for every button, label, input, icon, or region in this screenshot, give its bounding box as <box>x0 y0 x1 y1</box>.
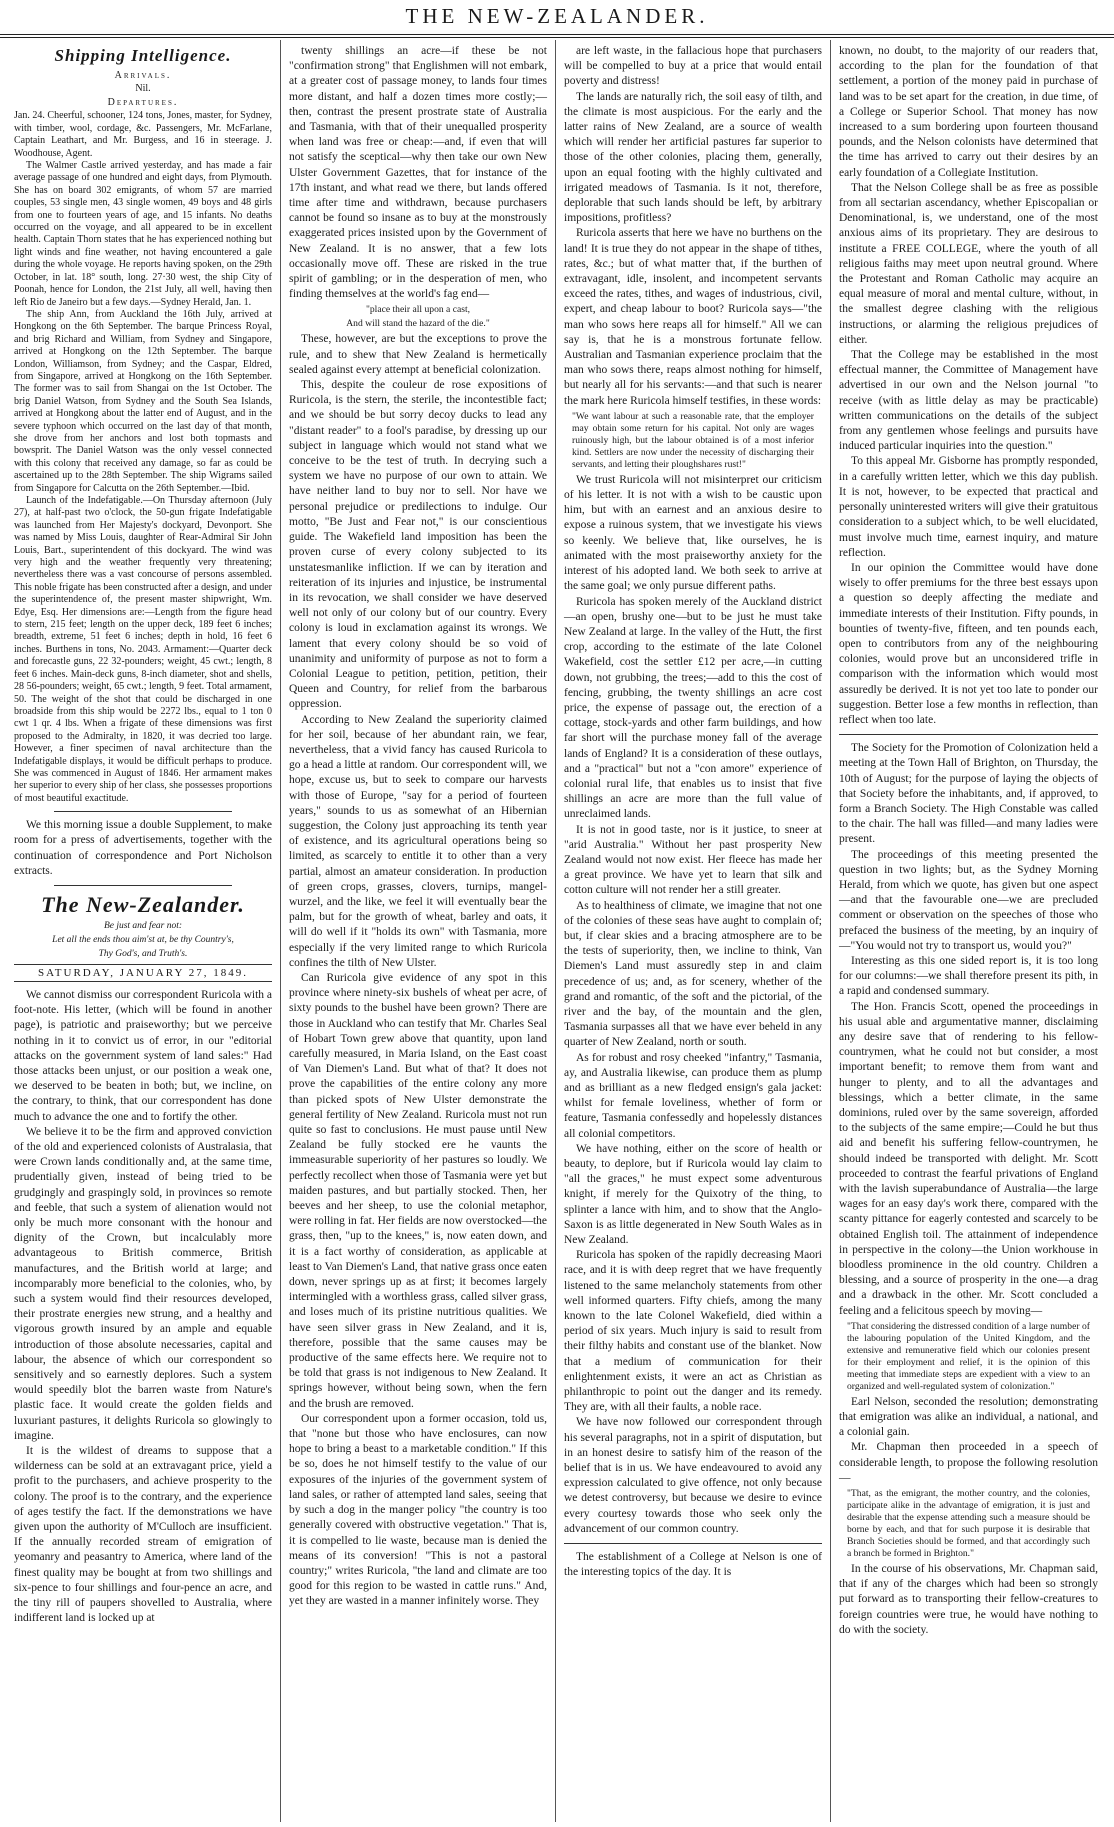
editorial-paragraph: Ruricola asserts that here we have no burthens on the land! It is true they do not appear in the shape of tithes, rates, &c.; but of what matter that, if the burthen of extravagant, idle, insolent, and incompetent servants exceed the rates, tithes, and wages of industrious, civil, expert, and cheap labour to boot? Ruricola says—"the man who sows here reaps all for himself." All we can say is, that he is a monstrous fortunate fellow. Australian and Tasmanian experience proclaim that the man who sows there, reaps almost nothing for himself, but nearly all for his servants:—and that such is nearer the mark here Ruricola himself testifies, in these words: <box>564 227 822 407</box>
verse-line: And will stand the hazard of the die." <box>346 318 490 330</box>
society-paragraph: The Society for the Promotion of Colonization held a meeting at the Town Hall of Brighton, on Thursday, the 10th of August; for the purpose of laying the objects of that Society before the inhabitants, and, if approved, to form a Branch Society. The High Constable was called to the chair. The hall was filled—and many ladies were present. <box>839 742 1098 846</box>
editorial-paragraph: We believe it to be the firm and approved conviction of the old and experienced colonists of Australasia, that were Crown lands conditionally and, at the same time, prudentially given, instead of being tried to be grudgingly and graspingly sold, in provinces so remote and feeble, that such a system of alienation would not only be much more consonant with the honour and dignity of the Crown, but incalculably more advantageous to British commerce, British manufactures, and the British world at large; and incomparably more beneficial to the colonies, who, by such a system would find their resources developed, their prostrate energies new strung, and a healthy and vigorous growth insured by an ample and equable introduction of those absolute necessaries, capital and labour, the absence of which our correspondent so sensitively and so earnestly deplores. Such a system would speedily blot the barren waste from Nature's plastic face. It would create the golden fields and luxuriant pastures, it delights Ruricola so glowingly to imagine. <box>14 1125 272 1442</box>
editorial-paragraph: We have nothing, either on the score of health or beauty, to deplore, but if Ruricola would lay claim to "all the graces," he must expect some adventurous knight, if merely for the Quixotry of the thing, to splinter a lance with him, and to show that the Anglo-Saxon is as little degenerated in New South Wales as in New Zealand. <box>564 1142 822 1247</box>
society-paragraph: Mr. Chapman then proceeded in a speech of considerable length, to propose the following resolution— <box>839 1441 1098 1484</box>
editorial-paragraph: These, however, are but the exceptions to prove the rule, and to shew that New Zealand is hermetically sealed against every attempt at beneficial colonization. <box>289 333 547 376</box>
section-divider <box>839 734 1098 735</box>
editorial-paragraph: The lands are naturally rich, the soil easy of tilth, and the climate is most auspicious. For the early and the latter rains of New Zealand, are a source of wealth which will render her artificial pastures far superior to those of the other colonies, placing them, generally, upon an equal footing with the highly cultivated and irrigated meadows of Tasmania. Is it not, therefore, deplorable that such lands should be left, by arbitrary impositions, profitless? <box>564 90 822 225</box>
masthead-rule <box>0 34 1114 35</box>
shipping-report-3: Launch of the Indefatigable.—On Thursday afternoon (July 27), at half-past two o'clock, the 50-gun frigate Indefatigable was launched from Her Majesty's dockyard, Devonport. She was named by Miss Louis, daughter of Rear-Admiral Sir John Louis, Bart., superintendent of this dockyard. The wind was very high and the weather frequently very threatening; nevertheless there was a vast concourse of persons assembled. This noble frigate has been constructed after a design, and under the superintendence of, the present master shipwright, Wm. Edye, Esq. Her dimensions are:—Length from the figure head to stern, 215 feet; length on the upper deck, 189 feet 6 inches; breadth, extreme, 51 feet 6 inches; depth in hold, 16 feet 6 inches. Burthens in tons, No. 2043. Armament:—Quarter deck and forecastle guns, 22 32-pounders; weight, 45 cwt.; length, 8 feet 6 inches. Main-deck guns, 8-inch diameter, shot and shells, 28 56-pounders; weight, 65 cwt.; length, 9 feet. Total armament, 50. The weight of the shot that could be discharged in one broadside from this ship would be 2272 lbs., equal to 1 ton 0 cwt 1 qr. 4 lbs. When a frigate of these dimensions was first proposed to the Admiralty, in 1820, it was decried too large. However, a finer specimen of naval architecture than the Indefatigable displays, it would be difficult perhaps to produce. She was commenced in August of 1846. Her armament makes her superior to every ship of her class, she possesses proportions of most beautiful exactitude. <box>14 495 273 804</box>
verse-line: "place their all upon a cast, <box>365 304 471 316</box>
resolution-quote: "That, as the emigrant, the mother country, and the colonies, participate alike in the advantage of emigration, it is just and desirable that the expense attending such a measure should be borne by each, and that for such purpose it is desirable that Branch Societies should be formed, and that accordingly such a branch be formed in Brighton." <box>847 1488 1090 1560</box>
motto-line-2: Let all the ends thou aim'st at, be thy Country's, <box>52 934 234 945</box>
dateline: SATURDAY, JANUARY 27, 1849. <box>14 964 272 982</box>
society-paragraph: In the course of his observations, Mr. Chapman said, that if any of the charges which had been so strongly put forward as to transporting their fellow-creatures to foreign countries were true, he would have nothing to do with the society. <box>839 1563 1098 1636</box>
college-paragraph: That the College may be established in the most effectual manner, the Committee of Management have advertised in our own and the Nelson journal "to receive (with as little delay as may be practicable) written communications on the details of the subject from any gentlemen whose feelings and pursuits have induced particular inquiries into the question." <box>839 349 1098 453</box>
departure-entry: Jan. 24. Cheerful, schooner, 124 tons, Jones, master, for Sydney, with timber, wool, cordage, &c. Passengers, Mr. McFarlane, Captain Leathart, and Mr. Burgess, and 16 in steerage. J. Woodhouse, Agent. <box>14 110 272 159</box>
editorial-paragraph: As for robust and rosy cheeked "infantry," Tasmania, ay, and Australia likewise, can produce them as plump and as brilliant as a new fledged ensign's gala jacket: whilst for female loveliness, whether of form or feature, Tasmania confessedly and hopelessly distances all colonial competitors. <box>564 1051 822 1140</box>
editorial-paragraph: Ruricola has spoken of the rapidly decreasing Maori race, and it is with deep regret that we have frequently listened to the same melancholy statements from other well informed quarters. Fifty chiefs, among the many known to the late Colonel Wakefield, died within a period of six years. Much injury is said to result from their filthy habits and constant use of the blanket. Now that a medium of communication for their enlightenment exists, it were an act as Christian as philanthropic to point out the danger and its remedy. They are, with all their faults, a noble race. <box>564 1249 822 1414</box>
column-2 <box>281 40 556 1822</box>
editorial-paragraph: It is the wildest of dreams to suppose that a wilderness can be sold at an extravagant price, yield a profit to the purchasers, and achieve prosperity to the colony. The proof is to the contrary, and the experience of ages testify the fact. If the demonstrations we have given upon the authority of M'Culloch are insufficient. If the annually recorded stream of emigration of yeomanry and peasantry to America, where land of the finest quality may be bought at from two shillings and six-pence to four shillings and four-pence an acre, and the tiny rill of paupers shovelled to Australia, where indifferent land is locked up at <box>14 1445 272 1625</box>
editorial-paragraph: According to New Zealand the superiority claimed for her soil, because of her abundant rain, we fear, nevertheless, that a vivid fancy has caused Ruricola to go a head a little at random. Our correspondent will, we hope, excuse us, but to seek to compare our harvests with those of Europe, "say for a period of fourteen years," sounds to us as somewhat of an Hibernian suggestion, the Colony just approaching its tenth year of existence, and its agricultural operations being so limited, as scarcely to entitle it to other than a very partial, almost an amateur consideration. In production of green crops, grasses, clovers, turnips, mangel-wurzel, and the like, we feel it will eventually bear the palm, but for the growth of wheat, barley and oats, it will do well if it "holds its own" with Tasmania, more especially if the very limited range to which Ruricola confines the tilth of New Ulster. <box>289 713 547 969</box>
paper-nameplate: The New-Zealander. <box>41 891 245 917</box>
society-paragraph: The Hon. Francis Scott, opened the proceedings in his usual able and argumentative manner, disclaiming any desire save that of rendering to his fellow-countrymen, what he could not but consider, a most important benefit; to remove them from want and hunger to plenty, and to all the advantages and blessings, which a better climate, in the same dominions, ruled over by the same sovereign, afforded to the subjects of the same empire;—Could he but thus aid and benefit his suffering fellow-countrymen, he should indeed be transported with delight. Mr. Scott proceeded to contrast the fearful privations of England with the lavish superabundance of Australia—the large wages for an easy day's work there, compared with the scanty pittance for eagerly contested and scarcely to be obtained English toil. The attainment of independence in perspective in the colony—the Union workhouse in bloodless prominence in the old country. Children a blessing, and a source of prosperity in the one—a drag and a drawback in the other. Mr. Scott concluded a feeling and a felicitous speech by moving— <box>839 1000 1098 1317</box>
arrivals-heading: Arrivals. <box>114 70 172 81</box>
editorial-quote: "We want labour at such a reasonable rate, that the employer may obtain some return for his capital. Not only are wages ruinously high, but the labour obtained is of a most inferior kind. Settlers are now under the necessity of discharging their servants, and letting their ploughshares rust!" <box>572 410 814 470</box>
column-3 <box>556 40 831 1822</box>
arrivals-body: Nil. <box>135 83 151 94</box>
section-divider <box>564 1543 822 1544</box>
departures-heading: Departures. <box>107 97 179 109</box>
editorial-paragraph: Our correspondent upon a former occasion, told us, that "none but those who have enclosures, can now hope to bring a beast to a marketable condition." If this be so, does he not himself testify to the value of our exposures of the injuries of the government system of land sales, or rather of attempted land sales, seeing that by such a dog in the manger policy "the country is too generally covered with obstructive vegetation." That is, it is compelled to lie waste, because man is denied the means of its conversion! "This is not a pastoral country;" writes Ruricola, "the land and climate are too good for this region to be wasted in cattle runs." And, yet they are wasted in a manner infinitely worse. They <box>289 1412 547 1608</box>
college-paragraph: The establishment of a College at Nelson is one of the interesting topics of the day. It is <box>564 1551 822 1579</box>
editorial-paragraph: Can Ruricola give evidence of any spot in this province where ninety-six bushels of wheat per acre, of sixty pounds to the bushel have been grown? There are those in Auckland who can testify that Mr. Charles Seal of Hobart Town grew above that quantity, upon land carefully measured, in Maria Island, on the East coast of Van Diemen's Land. But what of that? It does not prove the capabilities of the entire colony any more than picked spots of New Ulster demonstrate the general fertility of New Zealand. Ruricola must not run quite so fast to conclusions. He must pause until New Zealand be fully stocked ere he vaunts the immeasurable superiority of her pastures so loudly. We perfectly recollect when those of Tasmania were yet but maiden pastures, and but partially stocked. Then, her beeves and her sheep, to use the colonial metaphor, were rolling in fat. Her fields are now overstocked—the grass, then, "up to the knees," is, now eaten down, and it is a fact worthy of consideration, as applicable at least to Van Diemen's Land, that native grass once eaten down, never springs up as at first; it becomes largely intermingled with a worthless grass, called silver grass, and loses much of its pristine nutritious qualities. We have seen silver grass in New Zealand, and it is, therefore, possible that the same causes may be productive of the same effects here. We require not to be told that grass is not indigenous to New Zealand. It springs however, without being sown, when the fern and the brush are removed. <box>289 971 547 1410</box>
college-paragraph: In our opinion the Committee would have done wisely to offer premiums for the three best essays upon a question so deeply affecting the mediate and immediate interests of their Institution. Fifty pounds, in bounties of twenty-five, fifteen, and ten pounds each, open to contributors from any of the neighbouring colonies, would prove but an unconsidered trifle in comparison with the information which would most assuredly be derived. It is not yet too late to ponder our suggestion. Better lose a few months in reflection, than reflect when too late. <box>839 561 1098 726</box>
shipping-report-1: The Walmer Castle arrived yesterday, and has made a fair average passage of one hundred and eight days, from Plymouth. She has on board 302 emigrants, of whom 57 are married couples, 53 single men, 43 single women, 49 boys and 48 girls from one to fourteen years of age, and 15 infants. No deaths occurred on the voyage, and all appeared to be in excellent health. Captain Thorn states that he has experienced nothing but light winds and fine weather, not having encountered a gale during the whole voyage. He reports having spoken, on the 29th October, in lat. 18° south, long. 27·30 west, the ship City of Poonah, hence for London, the 21st July, all well, having then left Rio de Janeiro but a few days.—Sydney Herald, Jan. 1. <box>14 160 272 308</box>
editorial-paragraph: twenty shillings an acre—if these be not "confirmation strong" that Englishmen will not embark, at a greater cost of passage money, to lands four times more distant, and half a dozen times more costly;—then, contrast the present prostrate state of Australia and Tasmania, with that of their unequalled prosperity when land was free or cheap:—and, if even that will not satisfy the sceptical—why then take our own New Ulster Government Gazettes, that for instance of the 17th instant, and what read we there, but lands offered time after time and withdrawn, because purchasers cannot be found so insane as to buy at the monstrously exaggerated prices insisted upon by the Government of New Zealand. It is no answer, that a few lots occasionally move off. These are risked in the true spirit of gambling; or in the desperation of men, who finding themselves at the world's fag end— <box>289 45 547 301</box>
society-paragraph: The proceedings of this meeting presented the question in two lights; but, as the Sydney Morning Herald, from which we quote, has given but one aspect—and that the favourable one—we are precluded comment or observation on the speeches of those who prefaced the business of the meeting, by an inquiry of—"You would not try to transport us, would you?" <box>839 848 1098 952</box>
masthead: THE NEW-ZEALANDER. <box>405 4 709 28</box>
college-paragraph: That the Nelson College shall be as free as possible from all sectarian ascendancy, whether Episcopalian or Denominational, is, we understand, one of the most anxious aims of its proprietary. They are desirous to institute a FREE COLLEGE, where the youth of all religious faiths may meet upon neutral ground. Where the Protestant and Roman Catholic may acquire an equal measure of moral and mental culture, without, in the smallest degree clashing with the religious instructions, or alarming the religious prejudices of either. <box>839 181 1098 346</box>
resolution-quote: "That considering the distressed condition of a large number of the labouring population of the United Kingdom, and the extensive and remunerative field which our colonies present for their employment and relief, it is the opinion of this meeting that immediate steps are expedient with a view to an organized and well-regulated system of colonization." <box>847 1320 1090 1392</box>
editorial-paragraph: It is not in good taste, nor is it justice, to sneer at "arid Australia." Without her past prosperity New Zealand would not now exist. Her fleece has made her a great province. We have yet to learn that silk and cotton culture will not render her a still greater. <box>564 823 822 897</box>
supplement-notice: We this morning issue a double Supplement, to make room for a press of advertisements, together with the continuation of correspondence and Port Nicholson extracts. <box>14 819 272 877</box>
column-1 <box>6 40 281 1822</box>
motto-line-1: Be just and fear not: <box>103 920 183 931</box>
editorial-paragraph: We trust Ruricola will not misinterpret our criticism of his letter. It is not with a wish to be caustic upon him, but with an earnest and an anxious desire to expose a ruinous system, that we investigate his views so keenly. We believe that, like ourselves, he is animated with the most praiseworthy anxiety for the interest of his adopted land. We both seek to arrive at the same goal; we only pursue different paths. <box>564 473 822 593</box>
section-divider <box>54 885 232 886</box>
editorial-paragraph: Ruricola has spoken merely of the Auckland district—an open, brushy one—but to be just he must take New Zealand at large. In the valley of the Hutt, the first crop, according to the estimate of the late Colonel Wakefield, cost the settler £12 per acre,—in cutting down, not grubbing, the trees;—add to this the cost of fencing, grubbing, the twenty shillings an acre cost price, the expense of passage out, the erection of a cottage, stock-yards and other farm buildings, and how far short will the purchase money fall of the average lands of England? It is a consideration of these outlays, and a "practical" but not a "con amore" experience of colonial rural life, that enables us to insist that five shillings an acre are more than the full value of unreclaimed lands. <box>564 595 822 821</box>
editorial-paragraph: We cannot dismiss our correspondent Ruricola with a foot-note. His letter, (which will be found in another page), is patriotic and praiseworthy; but we perceive nothing in it to convict us of error, in our "editorial attacks on the government system of land sales:" Had those attacks been unjust, or our position a weak one, we deserved to be beaten in both; but, we incline, on the contrary, to think, that our correspondent has done much to advance the one and to fortify the other. <box>14 988 272 1123</box>
columns <box>6 40 1108 1822</box>
shipping-heading: Shipping Intelligence. <box>54 46 232 65</box>
editorial-paragraph: This, despite the couleur de rose expositions of Ruricola, is the stern, the sterile, the incontestible fact; and we should be but sorry decoy ducks to lead any "distant reader" to a fool's paradise, by dressing up our subject in language which would not stand what we conceive to be the test of truth. In decrying such a system we have no purpose of our own to attain. We have neither land to buy nor to sell. Nor have we personal prejudice or predilections to indulge. Our motto, "Be Just and Fear not," is our conscientious guide. The Wakefield land imposition has been the proven curse of every colony subjected to its unstatesmanlike infliction. If we can by iteration and reiteration of its injuries and injustice, be instrumental in its revocation, we shall consider we have deserved well not only of our colony but of our country. Every colony is loud in exclamation against its wrongs. We lament that every colony should be so void of unanimity and uniformity of purpose as not to form a Colonial League to petition, petition, petition, their Queen and Country, for relief from the barbarous oppression. <box>289 379 547 711</box>
college-paragraph: known, no doubt, to the majority of our readers that, according to the plan for the foundation of that settlement, a portion of the money paid in purchase of land was to be set apart for the creation, in due time, of a College or Superior School. That money has now increased to a sum bordering upon fourteen thousand pounds, and the Nelson colonists have determined that the time has arrived to carry out their desires by an early foundation of a Collegiate Institution. <box>839 45 1098 179</box>
college-paragraph: To this appeal Mr. Gisborne has promptly responded, in a carefully written letter, which we this day publish. It is not, however, to be expected that practical and personally uninterested writers will give their gratuitous consideration to a subject which, to be well elucidated, must involve much time, earnest inquiry, and mature reflection. <box>839 455 1098 559</box>
column-4 <box>831 40 1106 1822</box>
motto-line-3: Thy God's, and Truth's. <box>98 948 188 959</box>
masthead-rule-2 <box>0 37 1114 38</box>
editorial-paragraph: are left waste, in the fallacious hope that purchasers will be compelled to buy at a price that would entail poverty and distress! <box>564 45 822 88</box>
editorial-paragraph: We have now followed our correspondent through his several paragraphs, not in a spirit of disputation, but in an honest desire to satisfy him of the reason of the belief that is in us. We have endeavoured to avoid any expression calculated to give offence, not only because we detest controversy, but because we desire to evince every courtesy towards those who seek only the advancement of our common country. <box>564 1416 822 1535</box>
section-divider <box>54 811 232 812</box>
society-paragraph: Earl Nelson, seconded the resolution; demonstrating that emigration was alike an individual, a national, and a colonial gain. <box>839 1395 1098 1439</box>
shipping-report-2: The ship Ann, from Auckland the 16th July, arrived at Hongkong on the 6th September. The barque Princess Royal, and brig Richard and William, from Sydney and Singapore, arrived at Hongkong on the 12th September. The barque London, Williamson, from Sydney; and the Caspar, Eldred, from Singapore, arrived at Hongkong on the 16th September. The former was to sail from Shangai on the 1st October. The brig Daniel Watson, from Sydney and the South Sea Islands, arrived at Hongkong about the latter end of August, and in the severe typhoon which occurred on the last day of that month, she drove from her anchors and lost both topmasts and bowsprit. The Daniel Watson was the only vessel connected with this colony that received any damage, so far as could be ascertained up to the 28th September. The ship Wigrams sailed from Singapore for Calcutta on the 26th September.—Ibid. <box>14 308 272 494</box>
society-paragraph: Interesting as this one sided report is, it is too long for our columns:—we shall therefore present its pith, in a rapid and condensed summary. <box>839 954 1098 998</box>
editorial-paragraph: As to healthiness of climate, we imagine that not one of the colonies of these seas have aught to complain of; but, if clear skies and a bracing atmosphere are to be the tests of superiority, then, we incline to think, Van Diemen's Land must assuredly step in and claim precedence of us; and, as for scenery, whether of the grand and romantic, of the soft and the pictorial, of the river and the bay, of the mountain and the glen, Tasmania surpasses all that we have ever beheld in any quarter of New Zealand, north or south. <box>564 899 822 1049</box>
